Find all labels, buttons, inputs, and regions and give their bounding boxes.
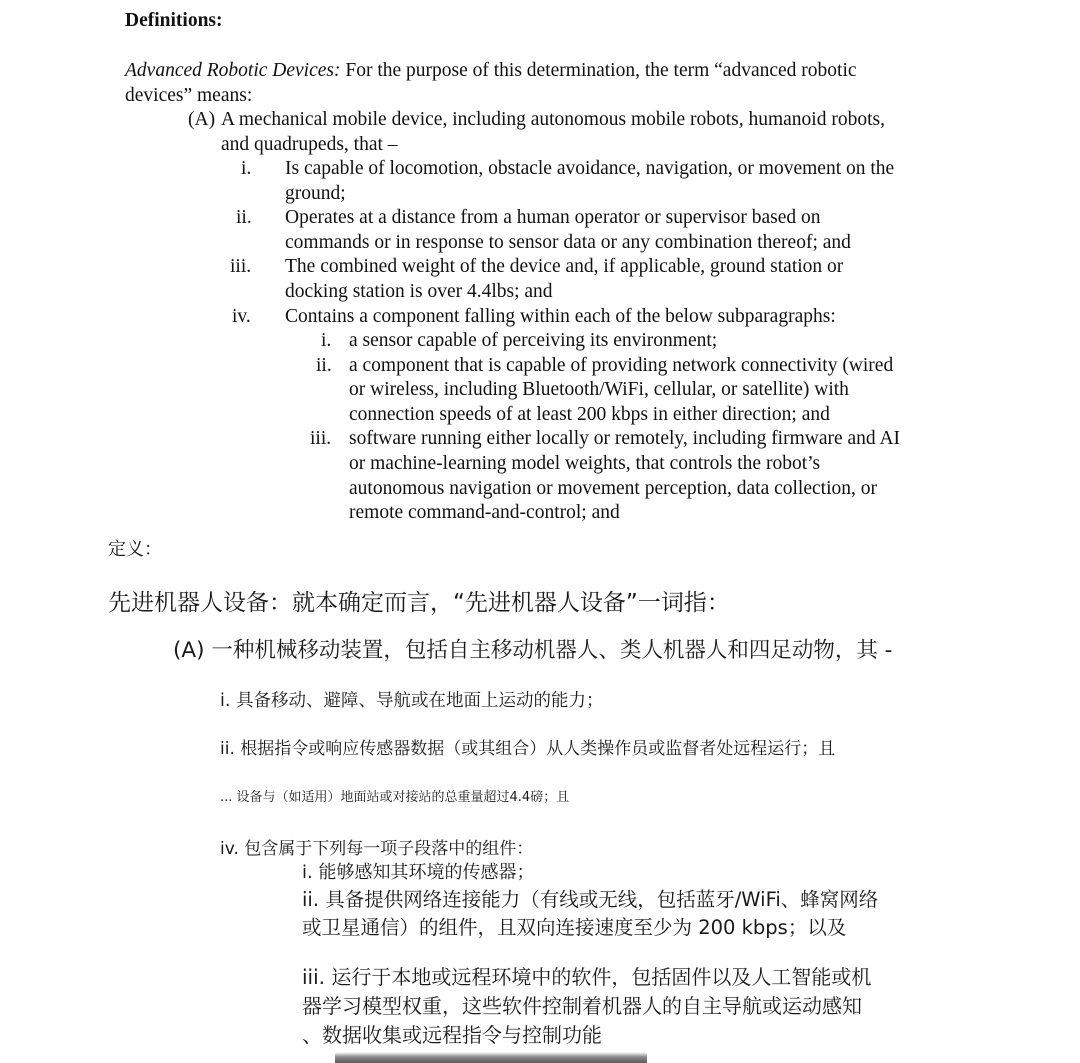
chinese-subitem-i: i. 能够感知其环境的传感器； xyxy=(302,862,535,883)
subitem-text: a component that is capable of providing network connectivity (wired xyxy=(349,355,894,376)
chinese-subitem-ii-line-2: 或卫星通信）的组件，且双向连接速度至少为 200 kbps；以及 xyxy=(302,916,847,939)
item-text: docking station is over 4.4lbs; and xyxy=(285,281,553,302)
english-heading: Definitions: xyxy=(125,10,223,31)
chinese-subitem-iii-line-2: 器学习模型权重，这些软件控制着机器人的自主导航或运动感知 xyxy=(302,994,862,1018)
subitem-marker: iii. xyxy=(310,428,332,449)
subitem-text: a sensor capable of perceiving its environment; xyxy=(349,330,718,351)
subitem-text: connection speeds of at least 200 kbps in either direction; and xyxy=(349,404,830,425)
item-marker: i. xyxy=(241,158,252,179)
term-name: Advanced Robotic Devices: xyxy=(125,60,341,81)
clause-a-line-2: and quadrupeds, that – xyxy=(221,134,398,155)
subitem-text: remote command-and-control; and xyxy=(349,502,620,523)
item-text: Operates at a distance from a human operator or supervisor based on xyxy=(285,207,821,228)
subitem-marker: ii. xyxy=(316,355,332,376)
page-edge-shadow xyxy=(335,1052,647,1063)
chinese-term-line: 先进机器人设备：就本确定而言，“先进机器人设备”一词指： xyxy=(108,590,730,616)
chinese-item-i: i. 具备移动、避障、导航或在地面上运动的能力； xyxy=(220,691,604,711)
chinese-subitem-iii-line-1: iii. 运行于本地或远程环境中的软件，包括固件以及人工智能或机 xyxy=(302,965,872,989)
chinese-subitem-iii-line-3: 、数据收集或远程指令与控制功能 xyxy=(302,1023,602,1047)
subitem-text: autonomous navigation or movement perception, data collection, or xyxy=(349,478,877,499)
chinese-heading: 定义： xyxy=(108,539,162,560)
clause-a-marker: (A) xyxy=(188,109,216,130)
item-marker: iv. xyxy=(232,306,251,327)
subitem-text: software running either locally or remotely, including firmware and AI xyxy=(349,428,901,449)
item-text: Is capable of locomotion, obstacle avoidance, navigation, or movement on the xyxy=(285,158,895,179)
subitem-marker: i. xyxy=(321,330,332,351)
subitem-text: or wireless, including Bluetooth/WiFi, cellular, or satellite) with xyxy=(349,379,849,400)
chinese-clause-a: (A) 一种机械移动装置，包括自主移动机器人、类人机器人和四足动物，其 - xyxy=(173,638,893,663)
item-text: ground; xyxy=(285,183,346,204)
english-intro-line-2: devices” means: xyxy=(125,85,253,106)
item-text: commands or in response to sensor data or any combination thereof; and xyxy=(285,232,851,253)
chinese-item-iv: iv. 包含属于下列每一项子段落中的组件： xyxy=(220,839,534,859)
item-text: The combined weight of the device and, if applicable, ground station or xyxy=(285,256,844,277)
clause-a-line-1: A mechanical mobile device, including autonomous mobile robots, humanoid robots, xyxy=(221,109,885,130)
chinese-subitem-ii-line-1: ii. 具备提供网络连接能力（有线或无线，包括蓝牙/WiFi、蜂窝网络 xyxy=(302,888,879,911)
chinese-item-ii: ii. 根据指令或响应传感器数据（或其组合）从人类操作员或监督者处远程运行；且 xyxy=(220,739,836,759)
item-marker: ii. xyxy=(236,207,252,228)
intro-text: For the purpose of this determination, the term “advanced robotic xyxy=(340,60,857,81)
chinese-item-iii: ... 设备与（如适用）地面站或对接站的总重量超过4.4磅；且 xyxy=(220,790,570,805)
subitem-text: or machine-learning model weights, that controls the robot’s xyxy=(349,453,821,474)
english-intro-line-1 xyxy=(125,59,857,84)
item-marker: iii. xyxy=(230,256,252,277)
item-text: Contains a component falling within each of the below subparagraphs: xyxy=(285,306,836,327)
